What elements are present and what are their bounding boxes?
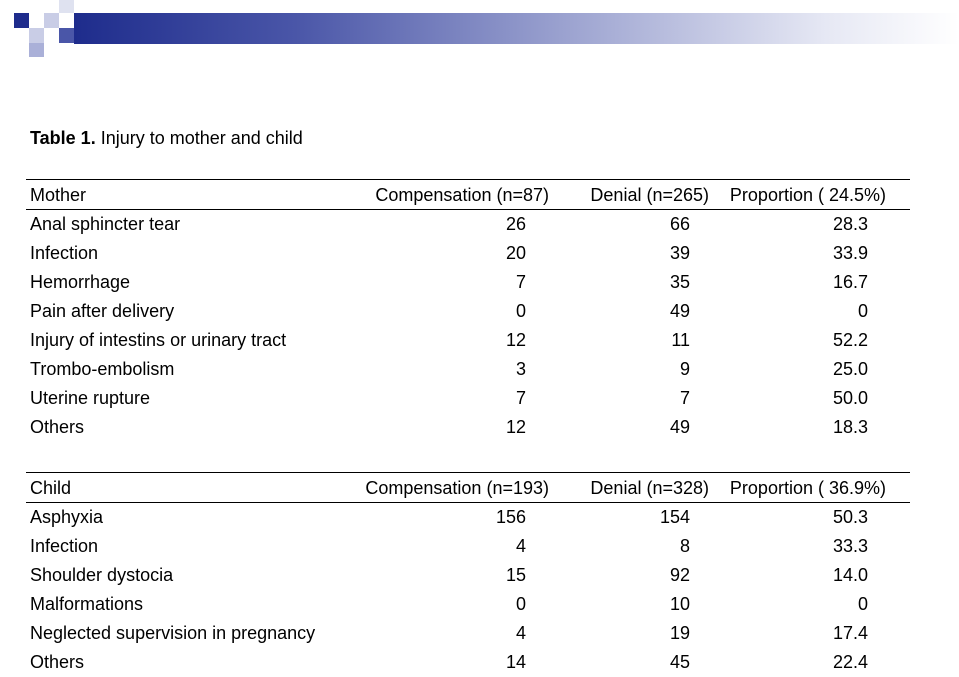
table-row	[26, 210, 910, 239]
compensation-value: 4	[515, 623, 526, 643]
proportion-value: 17.4	[832, 623, 868, 643]
slide-header-decoration	[0, 0, 959, 44]
row-label: Asphyxia	[30, 507, 104, 527]
denial-value: 11	[671, 330, 690, 350]
row-label: Pain after delivery	[30, 301, 175, 321]
table-row	[26, 326, 910, 355]
column-header: Mother	[30, 185, 87, 205]
table-row	[26, 561, 910, 590]
row-label: Others	[30, 652, 85, 672]
row-label: Uterine rupture	[30, 388, 151, 408]
child-table	[26, 472, 910, 677]
compensation-value: 3	[515, 359, 526, 379]
table-row	[26, 413, 910, 442]
column-header: Compensation (n=193)	[365, 478, 549, 498]
row-label: Hemorrhage	[30, 272, 131, 292]
compensation-value: 26	[505, 214, 526, 234]
denial-value: 45	[669, 652, 690, 672]
decor-square	[59, 28, 74, 43]
row-label: Injury of intestins or urinary tract	[30, 330, 287, 350]
column-header: Proportion ( 36.9%)	[729, 478, 886, 498]
proportion-value: 22.4	[832, 652, 868, 672]
denial-value: 154	[659, 507, 690, 527]
table-row	[26, 239, 910, 268]
denial-value: 49	[669, 301, 690, 321]
decor-square	[29, 28, 44, 43]
decor-square	[14, 13, 29, 28]
table-row	[26, 590, 910, 619]
compensation-value: 20	[505, 243, 526, 263]
decor-gradient-band	[74, 13, 959, 44]
compensation-value: 7	[515, 272, 526, 292]
column-header: Proportion ( 24.5%)	[729, 185, 886, 205]
row-label: Trombo-embolism	[30, 359, 175, 379]
table-caption	[30, 128, 303, 149]
table-row	[26, 648, 910, 677]
table-caption-label: Table 1.	[30, 128, 96, 148]
table-row	[26, 268, 910, 297]
compensation-value: 0	[515, 301, 526, 321]
compensation-value: 12	[505, 417, 526, 437]
table-row	[26, 619, 910, 648]
mother-table	[26, 179, 910, 442]
row-label: Neglected supervision in pregnancy	[30, 623, 316, 643]
compensation-value: 0	[515, 594, 526, 614]
proportion-value: 18.3	[832, 417, 868, 437]
table-header-row	[26, 472, 910, 503]
denial-value: 9	[679, 359, 690, 379]
table-row	[26, 532, 910, 561]
proportion-value: 0	[857, 594, 868, 614]
row-label: Infection	[30, 536, 99, 556]
column-header: Compensation (n=87)	[375, 185, 549, 205]
proportion-value: 50.0	[832, 388, 868, 408]
row-label: Shoulder dystocia	[30, 565, 174, 585]
compensation-value: 156	[495, 507, 526, 527]
denial-value: 35	[669, 272, 690, 292]
denial-value: 39	[669, 243, 690, 263]
compensation-value: 4	[515, 536, 526, 556]
column-header: Denial (n=265)	[590, 185, 709, 205]
decor-square	[44, 13, 59, 28]
compensation-value: 7	[515, 388, 526, 408]
compensation-value: 12	[505, 330, 526, 350]
row-label: Infection	[30, 243, 99, 263]
decor-square	[59, 0, 74, 13]
proportion-value: 25.0	[832, 359, 868, 379]
proportion-value: 28.3	[832, 214, 868, 234]
proportion-value: 33.9	[832, 243, 868, 263]
denial-value: 10	[669, 594, 690, 614]
proportion-value: 52.2	[832, 330, 868, 350]
decor-square	[29, 43, 44, 57]
denial-value: 19	[669, 623, 690, 643]
table-header-row	[26, 179, 910, 210]
column-header: Child	[30, 478, 72, 498]
proportion-value: 0	[857, 301, 868, 321]
column-header: Denial (n=328)	[590, 478, 709, 498]
denial-value: 8	[679, 536, 690, 556]
denial-value: 92	[669, 565, 690, 585]
compensation-value: 14	[505, 652, 526, 672]
denial-value: 66	[669, 214, 690, 234]
table-caption-text: Injury to mother and child	[95, 128, 303, 148]
compensation-value: 15	[505, 565, 526, 585]
denial-value: 49	[669, 417, 690, 437]
table-row	[26, 297, 910, 326]
table-row	[26, 503, 910, 532]
row-label: Others	[30, 417, 85, 437]
table-row	[26, 355, 910, 384]
row-label: Malformations	[30, 594, 144, 614]
row-label: Anal sphincter tear	[30, 214, 181, 234]
proportion-value: 14.0	[832, 565, 868, 585]
denial-value: 7	[679, 388, 690, 408]
table-row	[26, 384, 910, 413]
proportion-value: 16.7	[832, 272, 868, 292]
proportion-value: 33.3	[832, 536, 868, 556]
proportion-value: 50.3	[832, 507, 868, 527]
